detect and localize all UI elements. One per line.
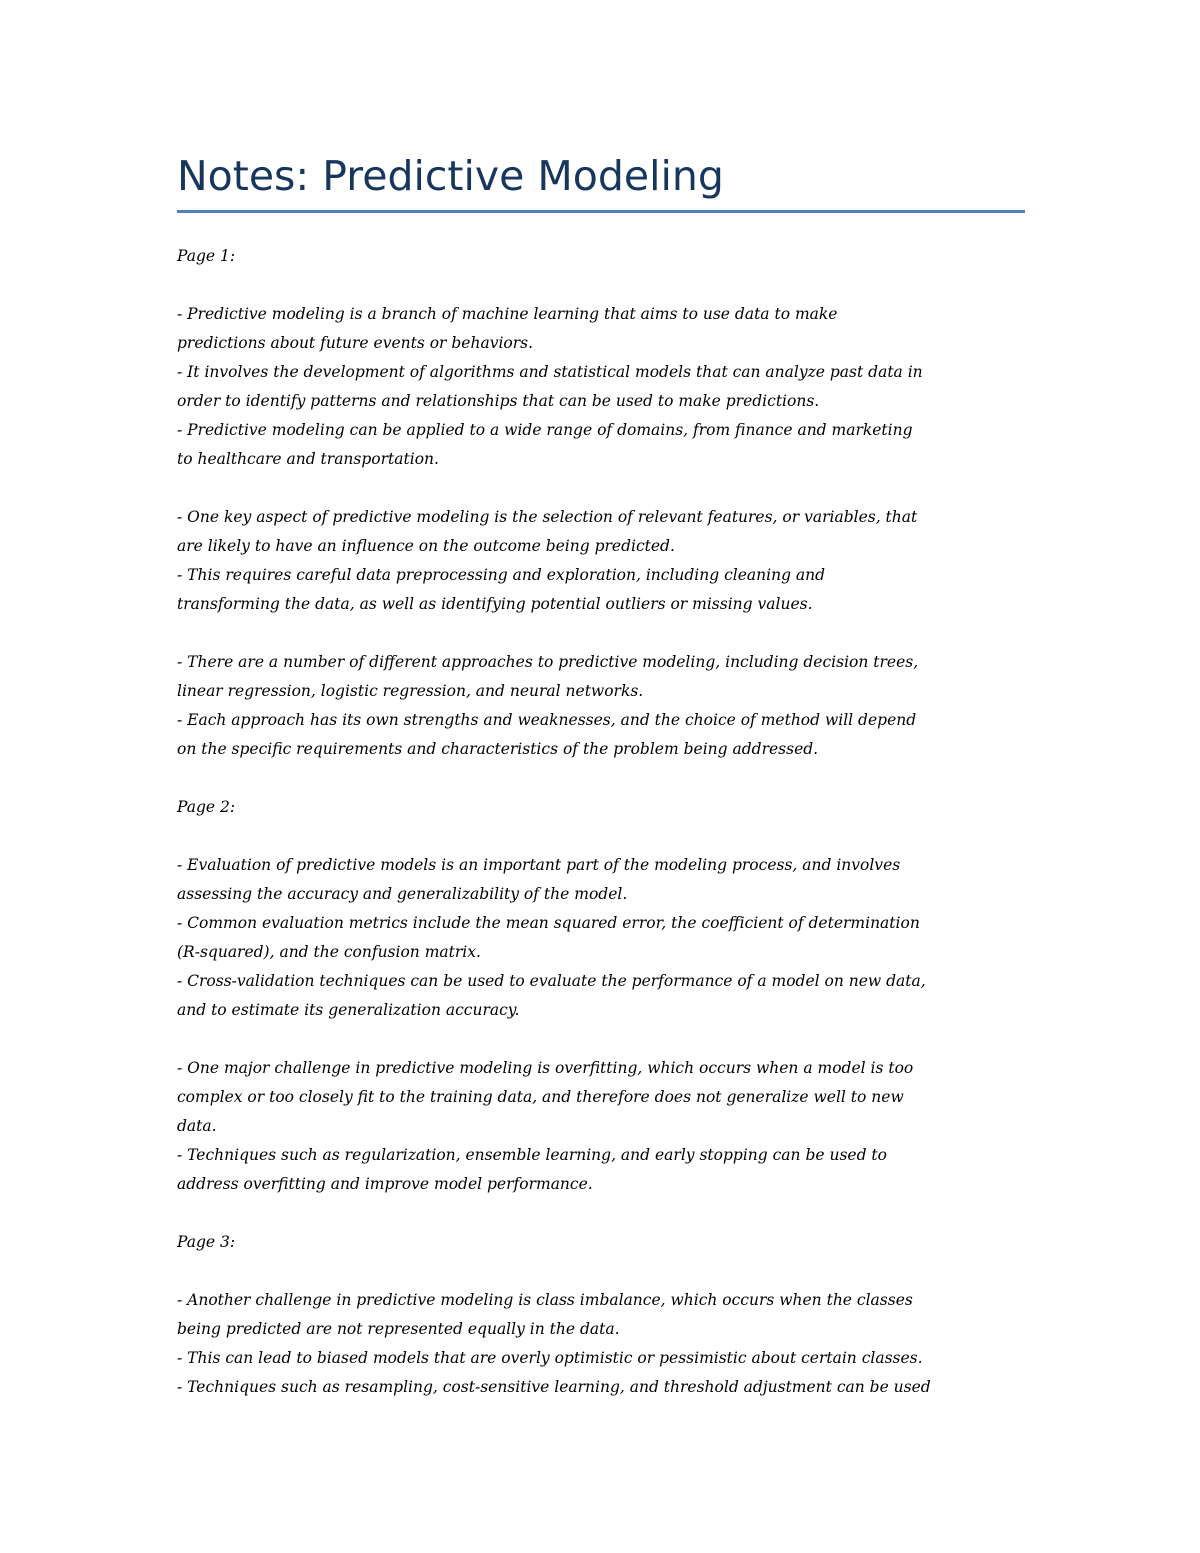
text-line: and to estimate its generalization accuracy. — [177, 1001, 520, 1019]
text-line: - Techniques such as regularization, ensemble learning, and early stopping can be used to — [177, 1146, 887, 1164]
text-line: - Each approach has its own strengths and weaknesses, and the choice of method will depend — [177, 711, 917, 729]
text-line: to healthcare and transportation. — [177, 450, 439, 468]
blank-line — [177, 764, 1025, 793]
text-line: - Predictive modeling is a branch of machine learning that aims to use data to make — [177, 305, 838, 323]
text-line: (R-squared), and the confusion matrix. — [177, 943, 481, 961]
text-line: - Techniques such as resampling, cost-sensitive learning, and threshold adjustment can be used — [177, 1378, 931, 1396]
blank-line — [177, 822, 1025, 851]
text-line: - There are a number of different approaches to predictive modeling, including decision trees, — [177, 653, 919, 671]
text-line: - It involves the development of algorithms and statistical models that can analyze past data in — [177, 363, 923, 381]
blank-line — [177, 474, 1025, 503]
text-line: order to identify patterns and relationships that can be used to make predictions. — [177, 392, 820, 410]
document-body — [177, 242, 1025, 1402]
text-line: - One major challenge in predictive modeling is overfitting, which occurs when a model is too — [177, 1059, 914, 1077]
text-line: predictions about future events or behaviors. — [177, 334, 534, 352]
text-line: - Common evaluation metrics include the mean squared error, the coefficient of determination — [177, 914, 920, 932]
blank-line — [177, 619, 1025, 648]
text-line: on the specific requirements and characteristics of the problem being addressed. — [177, 740, 819, 758]
section-heading: Page 1: — [177, 247, 236, 265]
text-line: transforming the data, as well as identifying potential outliers or missing values. — [177, 595, 813, 613]
text-line: are likely to have an influence on the outcome being predicted. — [177, 537, 675, 555]
blank-line — [177, 1199, 1025, 1228]
text-line: - Evaluation of predictive models is an important part of the modeling process, and involves — [177, 856, 901, 874]
title-underline — [177, 210, 1025, 213]
text-line: - Another challenge in predictive modeling is class imbalance, which occurs when the classes — [177, 1291, 913, 1309]
document-title: Notes: Predictive Modeling — [177, 152, 724, 200]
text-line: data. — [177, 1117, 217, 1135]
blank-line — [177, 1257, 1025, 1286]
text-line: complex or too closely fit to the training data, and therefore does not generalize well to new — [177, 1088, 904, 1106]
text-line: - One key aspect of predictive modeling is the selection of relevant features, or variables, that — [177, 508, 918, 526]
blank-line — [177, 1025, 1025, 1054]
text-line: being predicted are not represented equally in the data. — [177, 1320, 620, 1338]
text-line: linear regression, logistic regression, and neural networks. — [177, 682, 644, 700]
section-heading: Page 3: — [177, 1233, 236, 1251]
text-line: assessing the accuracy and generalizability of the model. — [177, 885, 628, 903]
text-line: - This requires careful data preprocessing and exploration, including cleaning and — [177, 566, 826, 584]
blank-line — [177, 271, 1025, 300]
text-line: address overfitting and improve model performance. — [177, 1175, 593, 1193]
text-line: - Cross-validation techniques can be used to evaluate the performance of a model on new data, — [177, 972, 926, 990]
section-heading: Page 2: — [177, 798, 236, 816]
text-line: - Predictive modeling can be applied to a wide range of domains, from finance and marketing — [177, 421, 913, 439]
text-line: - This can lead to biased models that are overly optimistic or pessimistic about certain classes. — [177, 1349, 923, 1367]
